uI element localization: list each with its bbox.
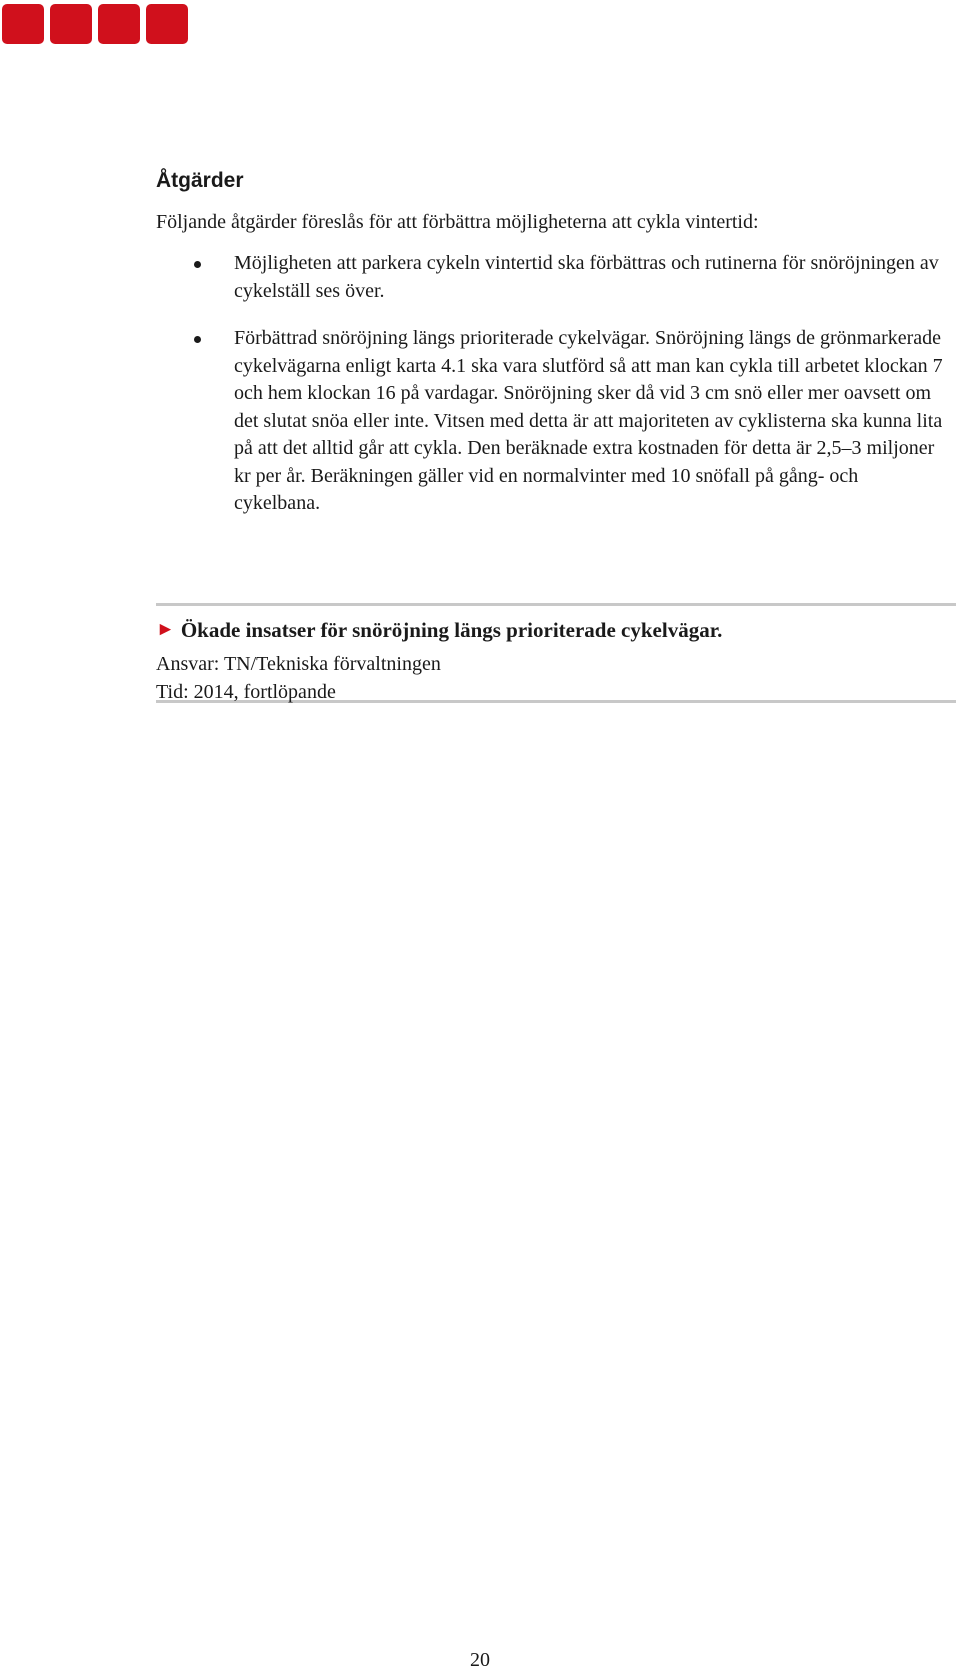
action-title [156,616,956,644]
section-heading: Åtgärder [156,169,244,192]
list-item-text: Möjligheten att parkera cykeln vintertid ska förbättras och rutinerna för snöröjningen av cykelställ ses över. [234,252,939,302]
bullet-icon [194,336,201,343]
responsible-text: Ansvar: TN/Tekniska förvaltningen [156,653,441,675]
logo-block [98,4,140,44]
logo-block [146,4,188,44]
main-content [156,168,946,538]
time-text: Tid: 2014, fortlöpande [156,681,336,703]
bullet-list [156,250,946,518]
list-item [156,250,946,305]
logo-block [50,4,92,44]
logo [2,4,188,44]
page-number: 20 [470,1649,490,1671]
intro-paragraph: Följande åtgärder föreslås för att förbättra möjligheterna att cykla vintertid: [156,211,759,233]
list-item [156,325,946,518]
list-item-text: Förbättrad snöröjning längs prioriterade cykelvägar. Snöröjning längs de grönmarkerade cykelvägarna enligt karta 4.1 ska vara slutförd så att man kan cykla till arbetet klockan 7 och hem klockan 16 på vardagar. Snöröjning sker då vid 3 cm snö eller mer oavsett om det slutat snöa eller inte. Vitsen med detta är att majoriteten av cyklisterna ska kunna lita på att det alltid går att cykla. Den beräknade extra kostnaden för detta är 2,5–3 miljoner kr per år. Beräkningen gäller vid en normalvinter med 10 snöfall på gång- och cykelbana. [234,327,943,514]
logo-block [2,4,44,44]
action-title-text: Ökade insatser för snöröjning längs prioriterade cykelvägar. [180,618,723,642]
bullet-icon [194,261,201,268]
action-box [156,603,956,703]
arrow-icon: ► [156,619,175,640]
